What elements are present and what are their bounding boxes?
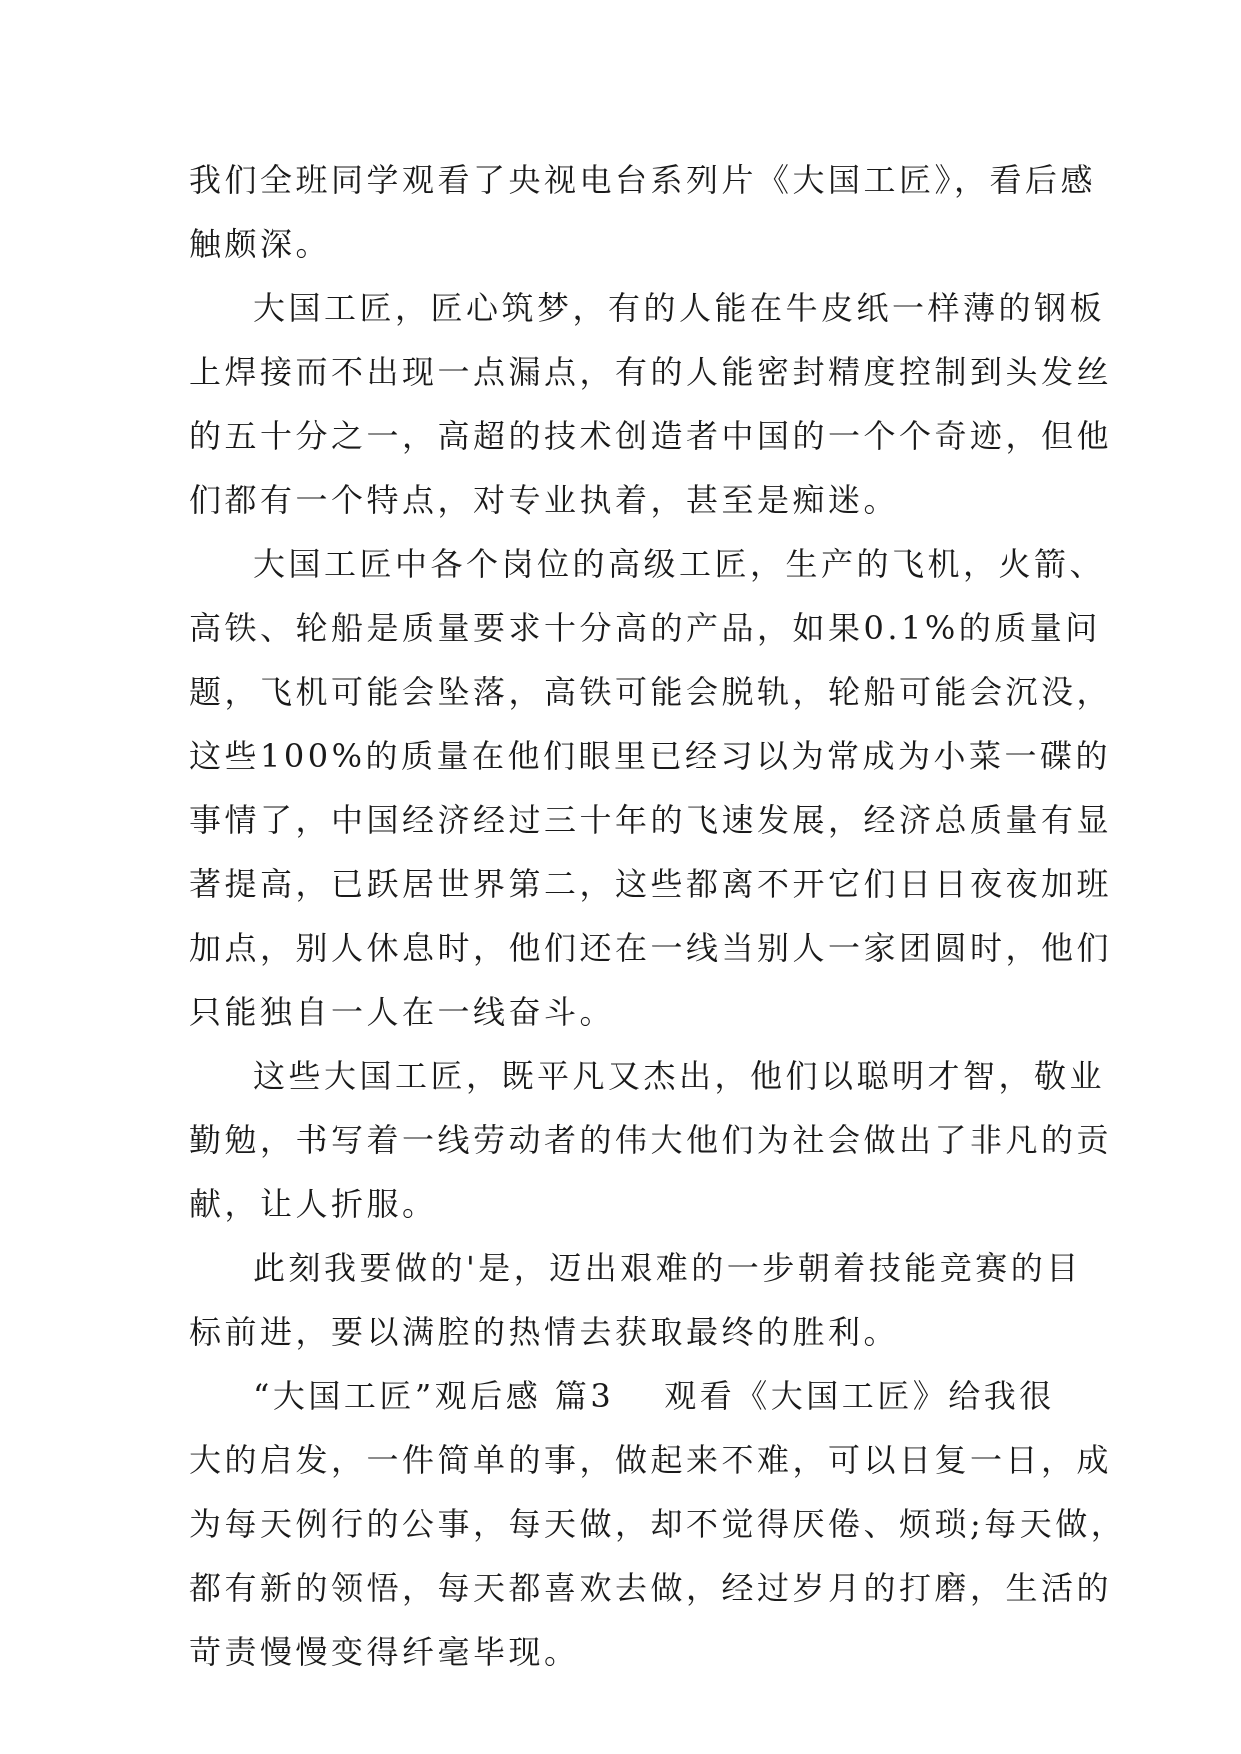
paragraph-start-line: 大国工匠中各个岗位的高级工匠，生产的飞机，火箭、 (253, 545, 1106, 583)
text-line: 勤勉，书写着一线劳动者的伟大他们为社会做出了非凡的贡 (189, 1121, 1113, 1159)
text-line: 们都有一个特点，对专业执着，甚至是痴迷。 (189, 481, 900, 519)
text-line: 加点，别人休息时，他们还在一线当别人一家团圆时，他们 (189, 929, 1113, 967)
text-line: 我们全班同学观看了央视电台系列片《大国工匠》，看后感 (189, 161, 1097, 199)
paragraph-start-line: 此刻我要做的'是，迈出艰难的一步朝着技能竞赛的目 (253, 1249, 1082, 1287)
text-line: 著提高，已跃居世界第二，这些都离不开它们日日夜夜加班 (189, 865, 1113, 903)
text-line: 上焊接而不出现一点漏点，有的人能密封精度控制到头发丝 (189, 353, 1113, 391)
text-line: 事情了，中国经济经过三十年的飞速发展，经济总质量有显 (189, 801, 1113, 839)
section-heading-line (189, 1364, 1059, 1428)
text-line: 只能独自一人在一线奋斗。 (189, 993, 616, 1031)
text-line: 高铁、轮船是质量要求十分高的产品，如果0.1%的质量问 (189, 609, 1101, 647)
text-line: 苛责慢慢变得纤毫毕现。 (189, 1633, 580, 1671)
text-line: 献，让人折服。 (189, 1185, 438, 1223)
document-body (189, 148, 1127, 1684)
paragraph-start-line: 这些大国工匠，既平凡又杰出，他们以聪明才智，敬业 (253, 1057, 1106, 1095)
text-line: 题，飞机可能会坠落，高铁可能会脱轨，轮船可能会沉没， (189, 673, 1113, 711)
paragraph-start-line: 大国工匠，匠心筑梦，有的人能在牛皮纸一样薄的钢板 (253, 289, 1106, 327)
text-line: 这些100%的质量在他们眼里已经习以为常成为小菜一碟的 (189, 737, 1111, 775)
text-line: 都有新的领悟，每天都喜欢去做，经过岁月的打磨，生活的 (189, 1569, 1113, 1607)
section-heading: “大国工匠”观后感 篇3 (253, 1377, 615, 1415)
text-line: 大的启发，一件简单的事，做起来不难，可以日复一日，成 (189, 1441, 1113, 1479)
text-line: 观看《大国工匠》给我很 (664, 1377, 1055, 1415)
text-line: 的五十分之一，高超的技术创造者中国的一个个奇迹，但他 (189, 417, 1113, 455)
text-line: 标前进，要以满腔的热情去获取最终的胜利。 (189, 1313, 900, 1351)
text-line: 触颇深。 (189, 225, 332, 263)
text-line: 为每天例行的公事，每天做，却不觉得厌倦、烦琐;每天做， (189, 1505, 1127, 1543)
